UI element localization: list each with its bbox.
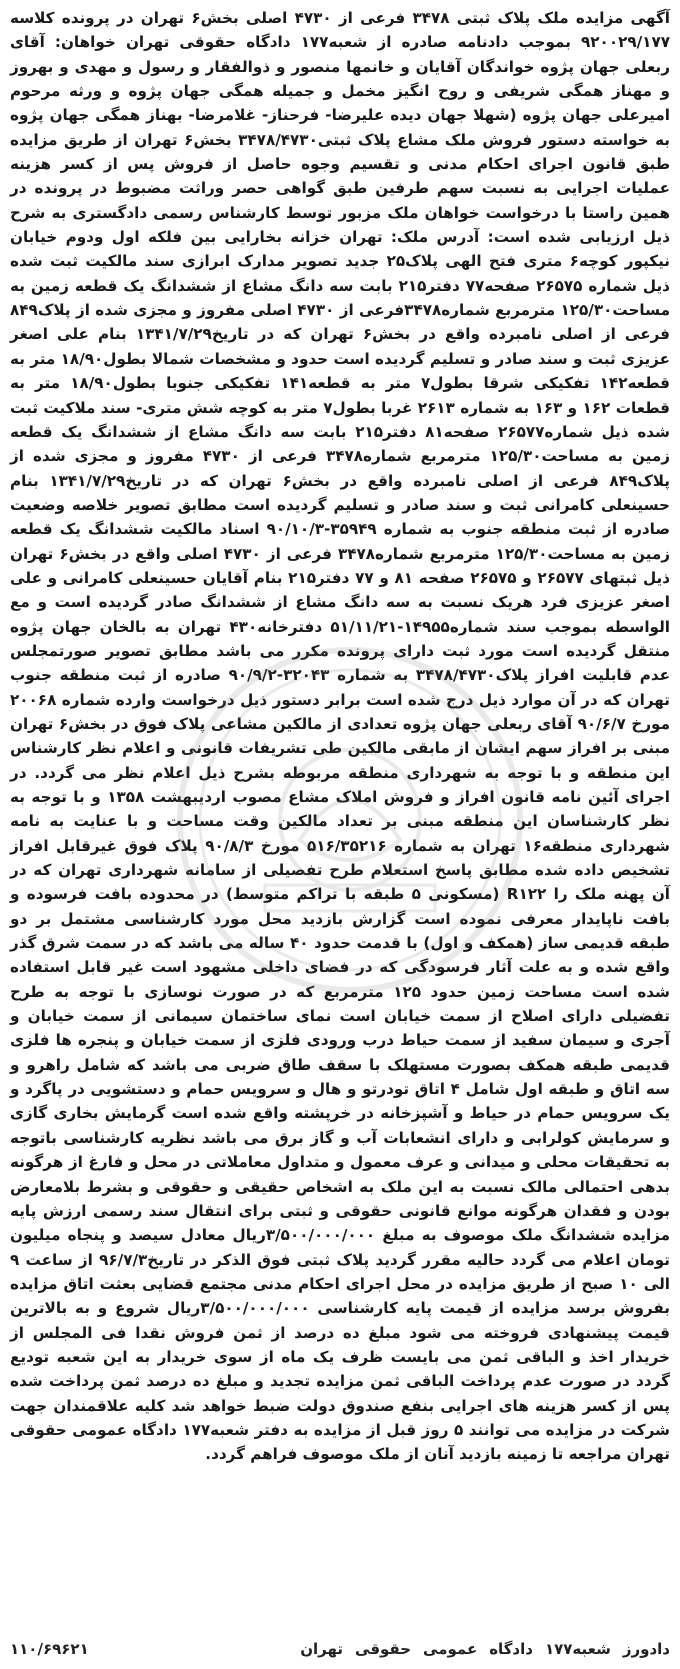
signature-word: عمومی (423, 1640, 478, 1658)
signature-word: شعبه۱۷۷ (544, 1640, 611, 1658)
signature-line (10, 1636, 670, 1662)
signature-word: تهران (300, 1640, 344, 1658)
signature-word: دادگاه (489, 1640, 533, 1658)
notice-body: آگهی مزایده ملک پلاک ثبتی ۳۴۷۸ فرعی از ۴۷۳۰ اصلی بخش۶ تهران در پرونده کلاسه ۹۲۰۰۲۹/۱۷۷ بموجب دادنامه صادره از شعبه۱۷۷ دادگاه حقوقی تهران خواهان: آقای ربعلی جهان پژوه خواندگان آقایان و خانمها منصور و ذوالفقار و رسول و مهدی و بهروز و مهناز همگی شریفی و روح انگیز مخمل و جمیله همگی جهان پژوه و ورثه مرحوم امیرعلی جهان پژوه (شهلا جهان دیده علیرضا- فرحناز- غلامرضا- بهناز همگی جهان پژوه به خواسته دستور فروش ملک مشاع پلاک ثبتی۳۴۷۸/۴۷۳۰ بخش۶ تهران از طریق مزایده طبق قانون اجرای احکام مدنی و تقسیم وجوه حاصل از فروش پس از کسر هزینه عملیات اجرایی به نسبت سهم طرفین طبق گواهی حصر وراثت مضبوط در پرونده در همین راستا با درخواست خواهان ملک مزبور توسط کارشناس رسمی دادگستری به شرح ذیل ارزیابی شده است: آدرس ملک: تهران خزانه بخارایی بین فلکه اول ودوم خیابان نیکپور کوچه۶ متری فتح الهی پلاک۲۵ جدید تصویر مدارک ابرازی سند مالکیت ثبت شده ذیل شماره ۲۶۵۷۵ صفحه۷۷ دفتر۲۱۵ بابت سه دانگ مشاع از ششدانگ یک قطعه زمین به مساحت۱۲۵/۳۰ مترمربع شماره۳۴۷۸فرعی از ۴۷۳۰ اصلی مفروز و مجزی شده از پلاک۸۴۹ فرعی از اصلی نامبرده واقع در بخش۶ تهران که در تاریخ۱۳۴۱/۷/۲۹ بنام علی اصغر عزیزی ثبت و سند صادر و تسلیم گردیده است حدود و مشخصات شمالا بطول۱۸/۹۰ متر به قطعه۱۴۲ تفکیکی شرقا بطول۷ متر به قطعه۱۴۱ تفکیکی جنوبا بطول۱۸/۹۰ متر به قطعات ۱۶۲ و ۱۶۳ به شماره ۲۶۱۳ غربا بطول۷ متر به کوچه شش متری- سند ملاکیت ثبت شده ذیل شماره۲۶۵۷۷ صفحه۸۱ دفتر۲۱۵ بابت سه دانگ مشاع از ششدانگ یک قطعه زمین به مساحت۱۲۵/۳۰ مترمربع شماره۳۴۷۸ فرعی از ۴۷۳۰ مفروز و مجزی شده از پلاک۸۴۹ فرعی از اصلی نامبرده واقع در بخش۶ تهران که در تاریخ۱۳۴۱/۷/۲۹ بنام حسینعلی کامرانی ثبت و سند صادر و تسلیم گردیده است مطابق تصویر خلاصه وضعیت صادره از ثبت منطقه جنوب به شماره ۳۵۹۴۹-۹۰/۱۰/۳ اسناد مالکیت ششدانگ یک قطعه زمین به مساحت۱۲۵/۳۰ مترمربع شماره۳۴۷۸ فرعی از ۴۷۳۰ اصلی واقع در بخش۶ تهران ذیل ثبتهای ۲۶۵۷۷ و ۲۶۵۷۵ صفحه ۸۱ و ۷۷ دفتر۲۱۵ بنام آقایان حسینعلی کامرانی و علی اصغر عزیزی فرد هریک نسبت به سه دانگ مشاع از ششدانگ صادر گردیده است و مع الواسطه بموجب سند شماره۱۴۹۵۵-۵۱/۱۱/۲۱ دفترخانه۴۳۰ تهران به بالخان جهان پژوه منتقل گردیده است مورد ثبت دارای پرونده مکرر می باشد مطابق تصویر صورتمجلس عدم قابلیت افراز پلاک۳۴۷۸/۴۷۳۰ به شماره ۳۲۰۴۳-۹۰/۹/۲ صادره از ثبت منطقه جنوب تهران که در آن موارد ذیل درج شده است برابر دستور ذیل درخواست وارده شماره ۲۰۰۶۸ مورخ ۹۰/۶/۷ آقای ربعلی جهان پژوه تعدادی از مالکین مشاعی پلاک فوق در بخش۶ تهران مبنی بر افراز سهم ایشان از مابقی مالکین طی تشریفات قانونی و اعلام نظر کارشناس این منطقه و با توجه به شهرداری منطقه مربوطه بشرح ذیل اعلام نظر می گردد. در اجرای آئین نامه قانون افراز و فروش املاک مشاع مصوب اردیبهشت ۱۳۵۸ و با توجه به نظر کارشناسان این منطقه مبنی بر تعداد مالکین وقت مساحت و با عنایت به نامه شهرداری منطقه۱۶ تهران به شماره ۵۱۶/۳۵۲۱۶ مورخ ۹۰/۸/۳ پلاک فوق غیرقابل افراز تشخیص داده شده مطابق پاسخ استعلام طرح تفصیلی از سامانه شهرداری تهران که در آن پهنه ملک را R۱۲۲ (مسکونی ۵ طبقه با تراکم متوسط) در محدوده بافت فرسوده و بافت ناپایدار معرفی نموده است گزارش بازدید محل مورد کارشناسی مشتمل بر دو طبقه قدیمی ساز (همکف و اول) با قدمت حدود ۴۰ ساله می باشد که در سمت شرق گذر واقع شده و به علت آثار فرسودگی که در فضای داخلی مشهود است غیر قابل استفاده شده است مساحت زمین حدود ۱۲۵ مترمربع که در صورت نوسازی با توجه به طرح تفضیلی دارای اصلاح از سمت خیابان است نمای ساختمان سیمانی از سمت خیابان و آجری و سیمان سفید از سمت حیاط درب ورودی فلزی از سمت خیابان و پنجره ها فلزی قدیمی طبقه همکف بصورت مستهلک با سقف طاق ضربی می باشد که شامل راهرو و سه اتاق و طبقه اول شامل ۴ اتاق تودرتو و هال و سرویس حمام و دستشویی در پاگرد و یک سرویس حمام در حیاط و آشپزخانه در خرپشته واقع شده است گرمایش بخاری گازی و سرمایش کولرابی و دارای انشعابات آب و گاز برق می باشد نظریه کارشناسی باتوجه به تحقیقات محلی و میدانی و عرف معمول و متداول معاملاتی در محل و فارغ از هرگونه بدهی احتمالی مالک نسبت به این ملک به اشخاص حقیقی و حقوقی و بشرط بلامعارض بودن و فقدان هرگونه موانع قانونی حقوقی و ثبتی برای انتقال سند رسمی ارزش پایه مزایده ششدانگ ملک موصوف به مبلغ ۳/۵۰۰/۰۰۰/۰۰۰ریال معادل سیصد و پنجاه میلیون تومان اعلام می گردد حالیه مقرر گردید پلاک ثبتی فوق الذکر در تاریخ۹۶/۷/۳ از ساعت ۹ الی ۱۰ صبح از طریق مزایده در محل اجرای احکام مدنی مجتمع قضایی بعثت اتاق مزایده بفروش برسد مزایده از قیمت پایه کارشناسی ۳/۵۰۰/۰۰۰/۰۰۰ریال شروع و به بالاترین قیمت پیشنهادی فروخته می شود مبلغ ده درصد از ثمن فروش نقدا فی المجلس از خریدار اخذ و الباقی ثمن می بایست ظرف یک ماه از سوی خریدار به این شعبه تودیع گردد در صورت عدم پرداخت الباقی ثمن مزایده تجدید و مبلغ ده درصد ثمن پرداخت شده پس از کسر هزینه های اجرایی بنفع صندوق دولت ضبط خواهد شد کلیه علاقمندان جهت شرکت در مزایده می توانند ۵ روز قبل از مزایده به دفتر شعبه۱۷۷ دادگاه عمومی حقوقی تهران مراجعه تا زمینه بازدید آنان از ملک موصوف فراهم گردد. (10, 9, 671, 1464)
auction-notice (10, 6, 670, 1663)
signature-block (300, 1640, 670, 1658)
notice-code: ۱۱۰/۶۹۶۲۱ (10, 1640, 89, 1658)
signature-word: دادورز (622, 1640, 670, 1658)
signature-word: حقوقی (355, 1640, 412, 1658)
